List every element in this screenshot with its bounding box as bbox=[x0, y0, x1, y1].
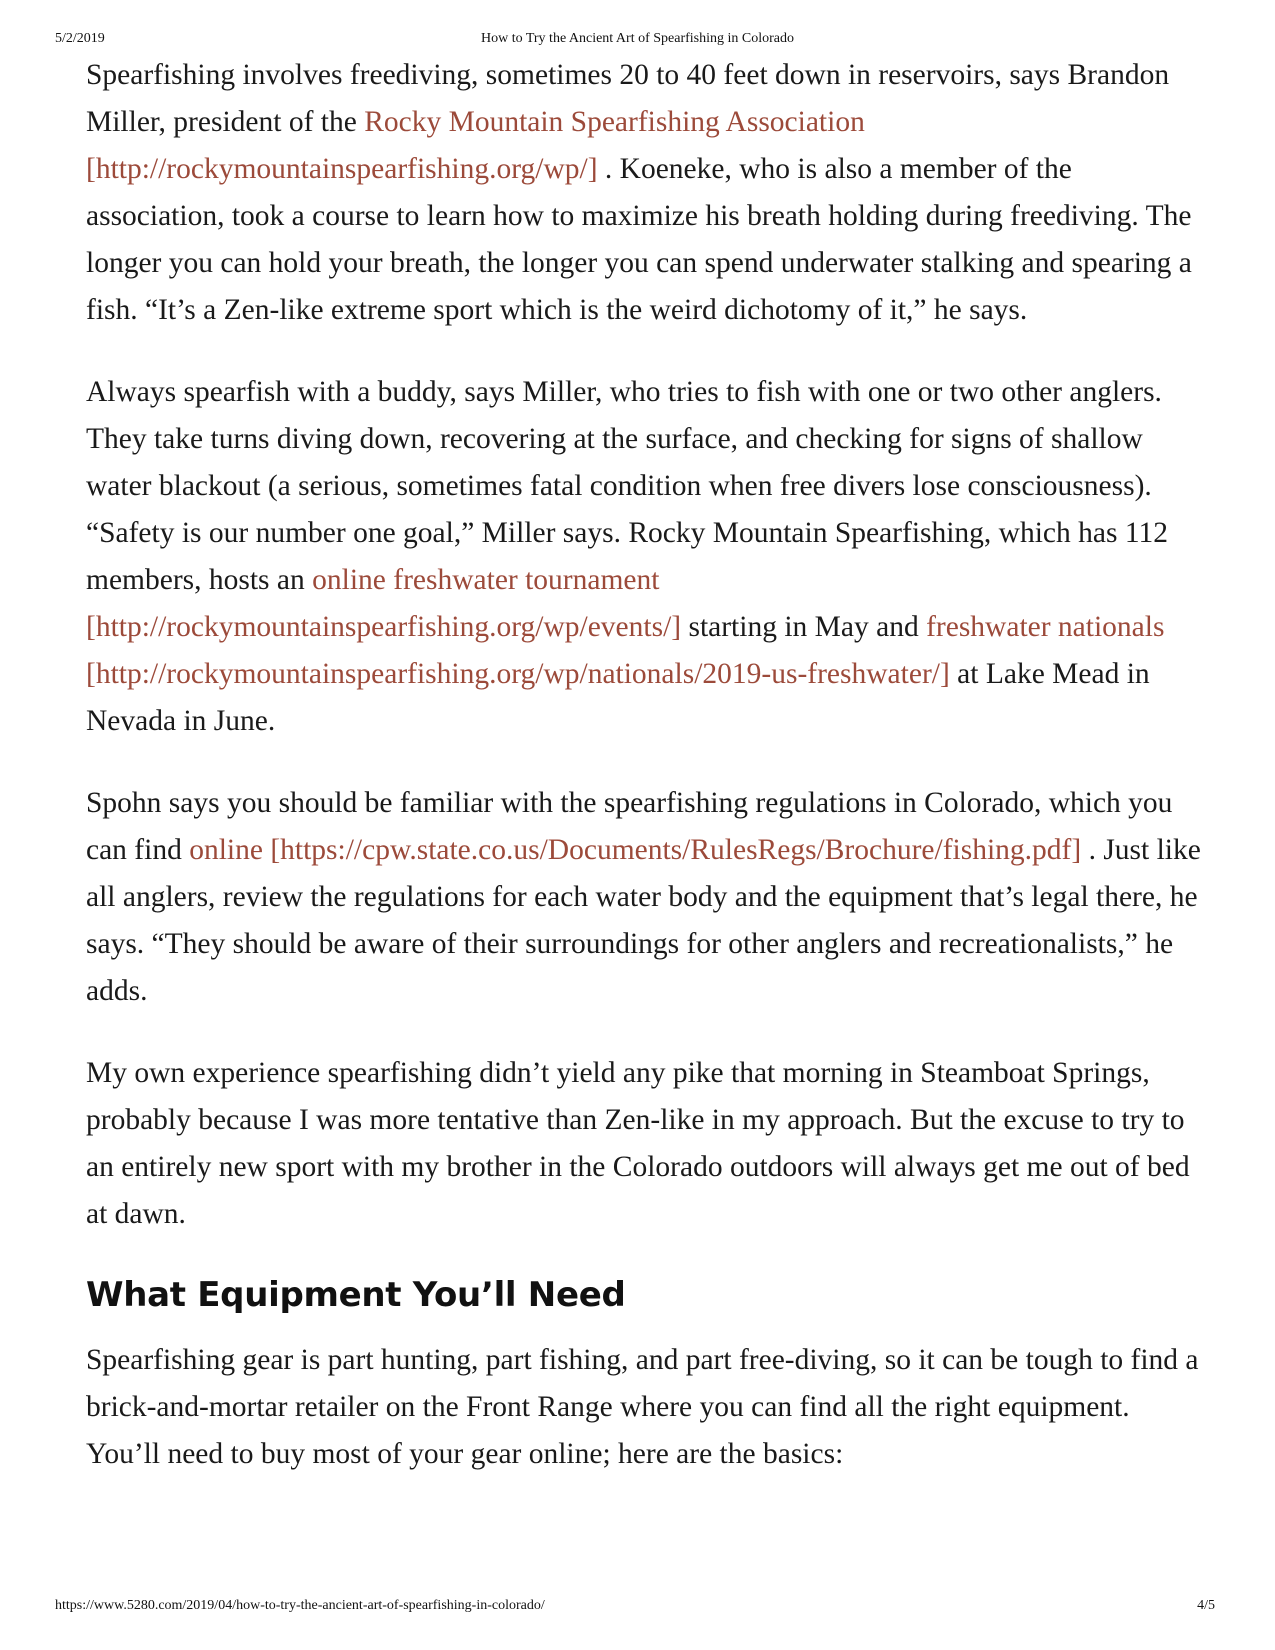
paragraph-text: . Koeneke, who is also a member of the association, took a course to learn how to maximize his breath holding during freediving. The longer you can hold your breath, the longer you can spend underwater stalking and spearing a fish. “It’s a Zen-like extreme sport which is the weird dichotomy of it,” he says. bbox=[86, 153, 1192, 326]
print-page-number: 4/5 bbox=[1197, 1598, 1215, 1613]
section-heading-equipment: What Equipment You’ll Need bbox=[86, 1275, 626, 1315]
print-page-title: How to Try the Ancient Art of Spearfishing in Colorado bbox=[480, 31, 795, 46]
paragraph-text: Always spearfish with a buddy, says Miller, who tries to fish with one or two other anglers. They take turns diving down, recovering at the surface, and checking for signs of shallow water blackout (a serious, sometimes fatal condition when free divers lose consciousness). “Safety is our number one goal,” Miller says. Rocky Mountain Spearfishing, which has 112 members, hosts an bbox=[86, 376, 1169, 596]
link-rocky-mountain-spearfishing-association[interactable]: Rocky Mountain Spearfishing Association [http://rockymountainspearfishing.org/wp/] bbox=[86, 106, 865, 185]
paragraph-text: Spohn says you should be familiar with the spearfishing regulations in Colorado, which you can find bbox=[86, 787, 1173, 866]
paragraph-text: at Lake Mead in Nevada in June. bbox=[86, 658, 1150, 737]
paragraph-text: . Just like all anglers, review the regulations for each water body and the equipment that’s legal there, he says. “They should be aware of their surroundings for other anglers and recreationalists,” he adds. bbox=[86, 834, 1201, 1007]
paragraph-buddy-safety bbox=[86, 369, 1206, 745]
paragraph-text: My own experience spearfishing didn’t yield any pike that morning in Steamboat Springs, probably because I was more tentative than Zen-like in my approach. But the excuse to try to an entirely new sport with my brother in the Colorado outdoors will always get me out of bed at dawn. bbox=[86, 1057, 1190, 1230]
print-url: https://www.5280.com/2019/04/how-to-try-the-ancient-art-of-spearfishing-in-colorado/ bbox=[55, 1598, 545, 1613]
print-date: 5/2/2019 bbox=[55, 31, 105, 46]
paragraph-gear bbox=[86, 1337, 1206, 1478]
paragraph-own-experience bbox=[86, 1050, 1206, 1238]
link-freshwater-nationals[interactable]: freshwater nationals [http://rockymountainspearfishing.org/wp/nationals/2019-us-freshwater/] bbox=[86, 611, 1165, 690]
link-online-freshwater-tournament[interactable]: online freshwater tournament [http://rockymountainspearfishing.org/wp/events/] bbox=[86, 564, 682, 643]
article-body bbox=[86, 52, 1206, 1513]
paragraph-text: Spearfishing gear is part hunting, part fishing, and part free-diving, so it can be tough to find a brick-and-mortar retailer on the Front Range where you can find all the right equipment. You’ll need to buy most of your gear online; here are the basics: bbox=[86, 1344, 1199, 1470]
paragraph-regulations bbox=[86, 780, 1206, 1015]
link-online-regulations[interactable]: online [https://cpw.state.co.us/Documents/RulesRegs/Brochure/fishing.pdf] bbox=[189, 834, 1082, 866]
paragraph-text: Spearfishing involves freediving, sometimes 20 to 40 feet down in reservoirs, says Brandon Miller, president of the bbox=[86, 59, 1170, 138]
paragraph-freediving bbox=[86, 52, 1206, 334]
paragraph-text: starting in May and bbox=[681, 611, 927, 643]
